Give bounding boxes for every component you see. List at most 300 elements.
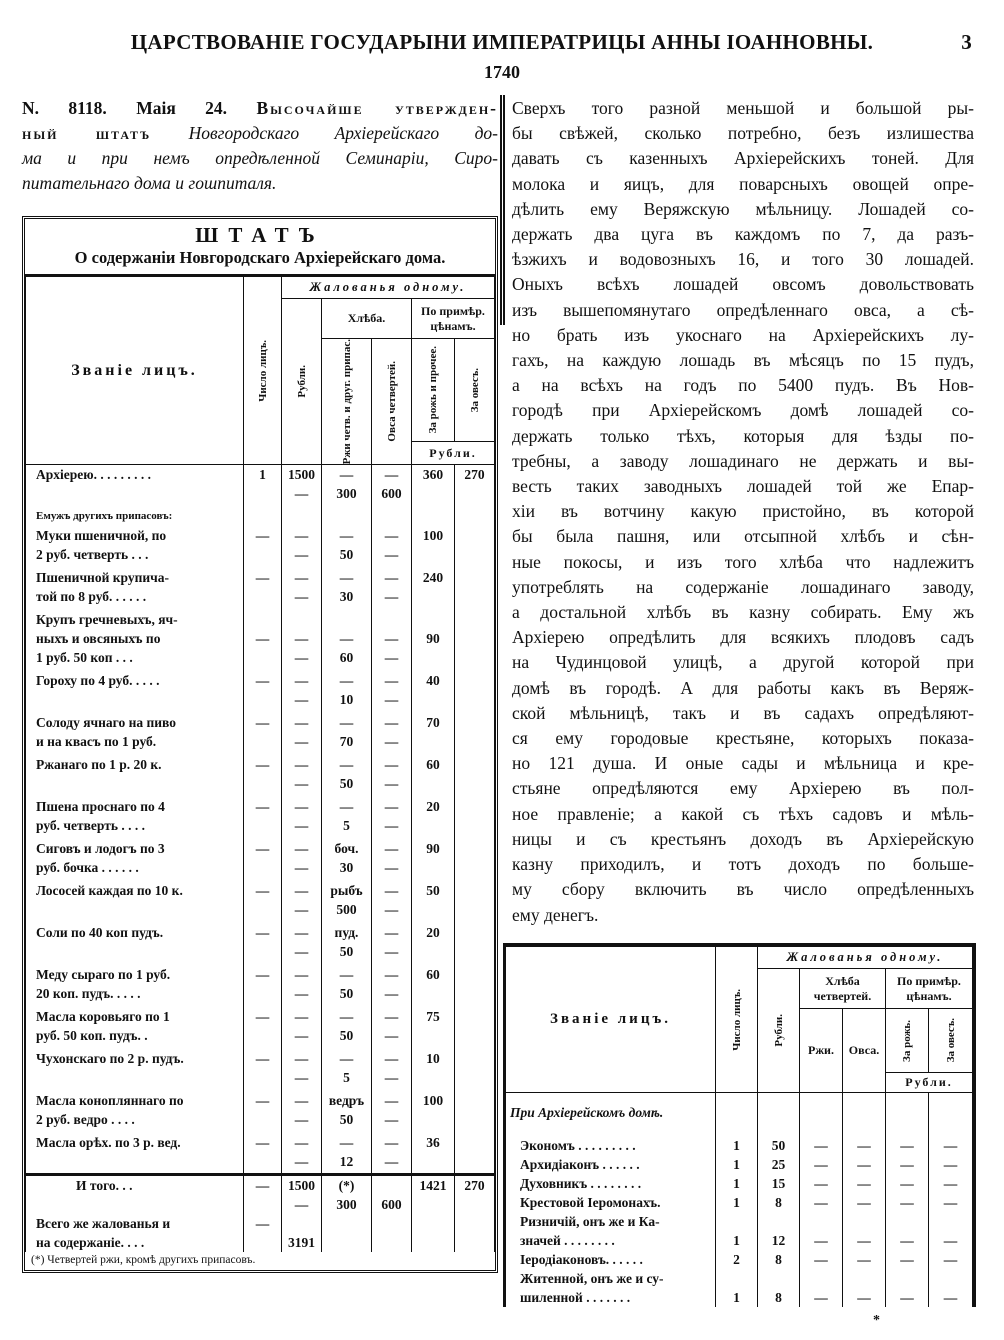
oats-cell-value: 600 <box>381 486 402 502</box>
oats-cell <box>372 1175 412 1215</box>
price-oats-cell <box>455 1175 495 1215</box>
item-name-line: Iеродiаконовъ. . . . . . <box>520 1252 643 1267</box>
price-oats-cell <box>455 965 495 1007</box>
count-cell <box>244 923 282 965</box>
item-name <box>506 1193 716 1212</box>
item-name <box>506 1212 716 1250</box>
item-name-line: Солоду ячнаго на пиво <box>36 714 176 730</box>
rub-value: 50 <box>771 1138 786 1153</box>
table-row <box>26 923 495 965</box>
rye-cell-value: 10 <box>339 691 354 707</box>
price-rye-cell-value: 50 <box>426 882 440 898</box>
oats-cell-value: — <box>384 1134 399 1150</box>
rubles-cell-value: — <box>294 588 309 604</box>
po-cell <box>929 1193 973 1212</box>
rub-value: 25 <box>771 1157 786 1172</box>
price-rye-cell <box>412 755 455 797</box>
price-rye-cell-value: 75 <box>426 1008 440 1024</box>
rye-cell-value: 60 <box>339 649 354 665</box>
count-cell <box>244 1091 282 1133</box>
oats-cell-value: — <box>384 943 399 959</box>
price-rye-cell-value: 100 <box>422 527 444 543</box>
rubles-cell-value: — <box>294 649 309 665</box>
rubles-cell <box>282 1091 322 1133</box>
rye-header <box>322 339 372 465</box>
running-header <box>0 30 1004 55</box>
rye-cell-value: 50 <box>339 775 354 791</box>
rye-cell <box>322 1049 372 1091</box>
rubles-cell <box>282 1133 322 1175</box>
table-row <box>26 797 495 839</box>
oats-cell <box>843 1136 886 1155</box>
oats-cell <box>372 839 412 881</box>
item-name-line: ныхъ и овсяныхъ по <box>36 630 161 646</box>
section-heading: Емужъ другихъ припасовъ: <box>26 507 244 526</box>
price-oats-cell-value <box>457 1133 492 1152</box>
rye-cell-value: 50 <box>339 1027 354 1043</box>
rub-value: 15 <box>771 1176 786 1191</box>
item-name <box>26 1049 244 1091</box>
text-line: ницы и съ крестьянъ доходъ въ Архiерейскую <box>512 828 974 849</box>
rubles-cell-value: — <box>294 1050 309 1066</box>
table-row <box>26 1133 495 1175</box>
count-cell <box>244 839 282 881</box>
price-oats-cell-value: 270 <box>464 1178 485 1194</box>
price-oats-cell-value <box>457 1007 492 1026</box>
price-oats-cell <box>455 568 495 610</box>
text-line: хiи въ вотчину какую пристойно, въ которой <box>512 501 974 522</box>
oats-cell <box>843 1193 886 1212</box>
item-name <box>26 881 244 923</box>
prices-header: По примѣр. цѣнамъ. <box>886 969 973 1009</box>
rye-cell-value: — <box>339 1134 354 1150</box>
rye-cell <box>322 610 372 671</box>
oats-value: — <box>857 1138 871 1153</box>
item-name <box>26 1175 244 1215</box>
item-name <box>26 568 244 610</box>
oats-cell-value: — <box>384 1069 399 1085</box>
body-text <box>512 96 974 928</box>
rubles-cell-value: — <box>294 1111 309 1127</box>
item-name-line: и на квасъ по 1 руб. <box>36 733 157 749</box>
oats-cell <box>372 568 412 610</box>
count-header <box>244 277 282 465</box>
rubles-cell-value: — <box>294 859 309 875</box>
intro-text: ный штатъ <box>22 123 189 143</box>
text-line: на Чудинцовой улицѣ, а другой которой при <box>512 652 974 673</box>
cell <box>244 507 282 526</box>
oats-cell <box>372 610 412 671</box>
rye-value: — <box>814 1290 828 1305</box>
price-oats-cell-value <box>457 839 492 858</box>
rye-value: — <box>814 1252 828 1267</box>
salary-header: Жалованья одному. <box>282 277 495 299</box>
rye-cell <box>800 1212 843 1250</box>
price-rye-cell-value: 1421 <box>419 1178 447 1194</box>
oats-value: — <box>857 1176 871 1191</box>
rye-cell-value: ведръ <box>328 1092 365 1108</box>
rubles-cell <box>282 839 322 881</box>
count-value: 1 <box>733 1195 740 1210</box>
intro-line <box>22 171 498 196</box>
rye-cell-value: 50 <box>339 985 354 1001</box>
rye-cell <box>322 923 372 965</box>
item-name-line: шиленной . . . . . . . <box>520 1290 631 1305</box>
rye-cell <box>800 1136 843 1155</box>
item-name-line: Духовникъ . . . . . . . . <box>520 1176 642 1191</box>
rub-cell <box>758 1193 800 1212</box>
rubles-cell-value: 1500 <box>288 467 315 483</box>
text-line: ѣзжихъ и водовозныхъ 16, и того 30 лошадей. <box>512 249 974 270</box>
rubles-cell <box>282 797 322 839</box>
count-cell-value: — <box>255 1178 270 1194</box>
rye-cell-value <box>324 1233 369 1252</box>
price-oats-cell-value <box>457 713 492 732</box>
count-cell-value: 1 <box>259 467 266 483</box>
rubles-cell-value: — <box>294 966 309 982</box>
oats-cell-value: — <box>384 649 399 665</box>
rye-cell-value: рыбъ <box>330 882 363 898</box>
oats-cell-value: — <box>384 817 399 833</box>
oats-cell-value: — <box>384 569 399 585</box>
text-line: а достальной хлѣбъ въ казну собирать. Ему жъ <box>512 602 974 623</box>
count-header <box>716 947 758 1093</box>
oats-cell-value: — <box>384 1111 399 1127</box>
count-cell <box>716 1269 758 1307</box>
oats-cell-value <box>374 1233 409 1252</box>
price-rye-cell <box>412 713 455 755</box>
cell <box>800 1093 843 1137</box>
price-oats-cell <box>455 1007 495 1049</box>
count-cell <box>244 1007 282 1049</box>
item-name-line: той по 8 руб. . . . . . <box>36 588 147 604</box>
rye-cell-value: 5 <box>343 817 350 833</box>
oats-cell <box>372 1133 412 1175</box>
item-name <box>26 526 244 568</box>
item-name-line: 20 коп. пудъ. . . . . <box>36 985 141 1001</box>
price-rye-cell <box>412 1214 455 1252</box>
price-oats-cell-value <box>457 1049 492 1068</box>
rye-header-text: Ржи четв. и друг. припас. <box>340 339 353 465</box>
rye-cell-value: пуд. <box>334 924 359 940</box>
oats-cell <box>372 1091 412 1133</box>
oats-cell <box>843 1155 886 1174</box>
price-rye-cell-value: 60 <box>426 756 440 772</box>
rub-value: 8 <box>775 1195 782 1210</box>
rubles-cell-value: — <box>294 733 309 749</box>
price-rye-cell <box>412 1091 455 1133</box>
item-name-line: Масла коровьяго по 1 <box>36 1008 170 1024</box>
count-value: 1 <box>733 1157 740 1172</box>
item-name-line: Ржанаго по 1 р. 20 к. <box>36 756 162 772</box>
left-column <box>22 96 498 1273</box>
count-cell <box>244 965 282 1007</box>
count-cell-value: — <box>255 569 270 585</box>
text-line: ное правленiе; а какой съ тѣхъ садовъ и мѣль- <box>512 803 974 824</box>
item-name <box>26 797 244 839</box>
count-cell <box>716 1193 758 1212</box>
for-rye-header-text: За рожь и прочее. <box>427 346 439 434</box>
rye-cell-value: 5 <box>343 1069 350 1085</box>
rye-cell <box>322 1175 372 1215</box>
rye-cell <box>322 526 372 568</box>
count-value: 1 <box>733 1290 740 1305</box>
oats-cell-value: — <box>384 859 399 875</box>
count-cell <box>716 1250 758 1269</box>
rye-value: — <box>814 1176 828 1191</box>
oats-cell-value: — <box>384 733 399 749</box>
count-cell <box>244 1049 282 1091</box>
cell <box>322 507 372 526</box>
count-cell-value: — <box>255 798 270 814</box>
rye-cell <box>322 713 372 755</box>
item-name-line: Пшена проснаго по 4 <box>36 798 165 814</box>
spacer <box>374 610 409 629</box>
rubles-cell-value: — <box>294 1197 309 1213</box>
price-oats-cell-value <box>457 671 492 690</box>
price-rye-cell <box>412 923 455 965</box>
count-cell-value: — <box>255 756 270 772</box>
rye-cell-value: — <box>339 756 354 772</box>
table-row <box>26 610 495 671</box>
text-line: но брать изъ укоснаго на Архiерейскихъ лу- <box>512 324 974 345</box>
price-oats-cell-value <box>457 568 492 587</box>
item-name <box>26 465 244 507</box>
rye-cell <box>322 1091 372 1133</box>
item-name <box>26 671 244 713</box>
item-name-line: Пшеничной крупича- <box>36 569 170 585</box>
count-cell-value: — <box>255 1092 270 1108</box>
count-cell-value: — <box>255 714 270 730</box>
count-cell-value: — <box>255 966 270 982</box>
oats-cell <box>372 1007 412 1049</box>
rye-cell-value: (*) <box>338 1178 355 1194</box>
left-table <box>25 276 495 1252</box>
oats-cell <box>843 1174 886 1193</box>
rye-cell <box>322 671 372 713</box>
rubles-cell-value: — <box>294 1092 309 1108</box>
rye-value: — <box>814 1195 828 1210</box>
intro-text: Высочайше утвержден- <box>256 98 498 118</box>
oats-value: — <box>857 1233 871 1248</box>
item-name-line: Архидiаконъ . . . . . . <box>520 1157 640 1172</box>
for-rye-header <box>412 339 455 442</box>
oats-cell <box>372 1049 412 1091</box>
right-staff-table <box>503 943 976 1307</box>
rubles-cell-value: — <box>294 882 309 898</box>
oats-cell <box>372 797 412 839</box>
price-rye-cell-value: 90 <box>426 840 440 856</box>
count-cell-value: — <box>255 924 270 940</box>
po-cell <box>929 1155 973 1174</box>
spacer <box>414 610 452 629</box>
spacer <box>284 610 319 629</box>
rubles-cell-value: — <box>294 924 309 940</box>
text-line: ся ему городовые крестьяне, которыхъ показа- <box>512 728 974 749</box>
rubles-cell-value: — <box>294 569 309 585</box>
rubles-cell-value: — <box>294 840 309 856</box>
rye-cell-value: — <box>339 798 354 814</box>
item-name <box>506 1174 716 1193</box>
price-oats-cell-value <box>457 965 492 984</box>
count-cell-value: — <box>255 1008 270 1024</box>
item-name-line: значей . . . . . . . . <box>520 1233 615 1248</box>
rye-cell <box>800 1250 843 1269</box>
count-cell <box>244 610 282 671</box>
for-oats-header <box>929 1009 973 1073</box>
rub-cell <box>758 1136 800 1155</box>
item-name-line: И того. . . <box>76 1178 133 1194</box>
decree-number: N. 8118. Маiя 24. <box>22 98 257 118</box>
rubles-cell-value: — <box>294 1134 309 1150</box>
price-oats-cell-value <box>457 923 492 942</box>
rye-header: Ржи. <box>800 1009 843 1093</box>
price-rye-cell <box>412 797 455 839</box>
intro-line <box>22 146 498 171</box>
pr-cell <box>886 1212 929 1250</box>
price-oats-cell <box>455 797 495 839</box>
table-row <box>506 1155 973 1174</box>
rubles-header <box>758 969 800 1093</box>
grain-header: Хлѣба. <box>322 299 412 339</box>
column-divider <box>500 95 505 325</box>
section-heading: При Архiерейскомъ домѣ. <box>506 1093 716 1137</box>
text-line: му сбору включить въ число опредѣленныхъ <box>512 879 974 900</box>
table-row <box>26 568 495 610</box>
price-oats-cell-value: 270 <box>464 467 485 483</box>
price-rye-cell <box>412 1133 455 1175</box>
price-oats-cell-value <box>457 1214 492 1233</box>
rye-cell <box>322 839 372 881</box>
po-value: — <box>943 1252 958 1267</box>
rubles-cell-value: — <box>294 691 309 707</box>
rye-cell-value: 300 <box>336 486 357 502</box>
oats-cell <box>843 1212 886 1250</box>
oats-value: — <box>857 1157 871 1172</box>
rubles-cell <box>282 1007 322 1049</box>
price-rye-cell <box>412 1007 455 1049</box>
price-oats-cell-value <box>457 526 492 545</box>
item-name <box>26 839 244 881</box>
rye-cell-value: боч. <box>334 840 359 856</box>
cell <box>372 507 412 526</box>
price-rye-cell-value: 60 <box>426 966 440 982</box>
item-name <box>26 965 244 1007</box>
pr-cell <box>886 1250 929 1269</box>
rubles-cell-value: — <box>294 901 309 917</box>
po-value: — <box>943 1195 958 1210</box>
item-name-line: Муки пшеничной, по <box>36 527 167 543</box>
item-name-line: Гороху по 4 руб. . . . . <box>36 672 160 688</box>
oats-cell <box>372 526 412 568</box>
price-rye-cell <box>412 610 455 671</box>
rub-cell <box>758 1212 800 1250</box>
item-name-line: Лососей каждая по 10 к. <box>36 882 183 898</box>
oats-cell <box>372 465 412 507</box>
rubles-cell <box>282 526 322 568</box>
for-oats-header <box>455 339 495 442</box>
table-subtitle: О содержанiи Новгородскаго Архiерейскаго дома. <box>74 248 446 267</box>
rye-cell-value <box>324 1214 369 1233</box>
po-cell <box>929 1250 973 1269</box>
price-oats-cell <box>455 1091 495 1133</box>
oats-cell <box>372 671 412 713</box>
text-line: ской мѣльницѣ, такъ и въ садахъ опредѣляют- <box>512 702 974 723</box>
table-row <box>26 881 495 923</box>
rubles-cell-value: — <box>294 756 309 772</box>
table-row <box>506 1269 973 1307</box>
price-oats-cell-value <box>457 629 492 648</box>
rye-value: — <box>814 1157 828 1172</box>
item-name <box>506 1136 716 1155</box>
price-oats-cell <box>455 465 495 507</box>
rye-cell <box>322 568 372 610</box>
item-name-line: на содержанiе. . . . <box>36 1235 145 1251</box>
price-rye-cell <box>412 526 455 568</box>
count-cell <box>244 465 282 507</box>
rubles-cell-value: 1500 <box>288 1178 315 1194</box>
text-line: держать два цуга въ каждомъ по 7, да разъ- <box>512 224 974 245</box>
rye-cell-value: 50 <box>339 546 354 562</box>
text-line: казну приходилъ, и тотъ доходъ по большe- <box>512 854 974 875</box>
price-rye-cell-value: 70 <box>426 714 440 730</box>
oats-cell-value: — <box>384 985 399 1001</box>
text-line: давать съ казенныхъ Архiерейскихъ тоней. Для <box>512 148 974 169</box>
text-line: бы была пашня, или отсыпной хлѣбъ и сѣн- <box>512 526 974 547</box>
oats-cell-value: — <box>384 546 399 562</box>
count-cell-value: — <box>255 840 270 856</box>
rubles-cell-value: — <box>294 672 309 688</box>
po-value: — <box>943 1157 958 1172</box>
oats-cell-value: — <box>384 1050 399 1066</box>
rubles-cell-value: — <box>294 1027 309 1043</box>
item-name <box>26 1091 244 1133</box>
po-value: — <box>943 1176 958 1191</box>
rubles-cell-value <box>284 1214 319 1233</box>
count-cell <box>244 797 282 839</box>
item-name-line: Соли по 40 коп пудъ. <box>36 924 164 940</box>
page-number: 3 <box>961 30 972 54</box>
rye-cell-value: — <box>339 1008 354 1024</box>
cell <box>412 507 455 526</box>
text-line: требны, а заводу лошадинаго не держать и вы- <box>512 450 974 471</box>
rye-cell-value: 70 <box>339 733 354 749</box>
table-row <box>506 1174 973 1193</box>
rubles-cell <box>282 1049 322 1091</box>
pr-cell <box>886 1155 929 1174</box>
rubles-cell <box>282 671 322 713</box>
pr-value: — <box>900 1195 914 1210</box>
text-line: стьяне опредѣляются ему Архiерею въ пол- <box>512 778 974 799</box>
oats-cell <box>372 1214 412 1252</box>
text-line: держать только тѣхъ, которыя для ѣзды по- <box>512 425 974 446</box>
count-cell-value: — <box>255 672 270 688</box>
oats-cell-value <box>374 1214 409 1233</box>
right-column <box>512 96 974 928</box>
oats-header <box>372 339 412 465</box>
rye-cell-value: — <box>339 630 354 646</box>
price-oats-cell <box>455 839 495 881</box>
intro-text: ма и при немъ опредѣленной Семинарiи, Сиро- <box>22 148 498 168</box>
rye-cell <box>322 1007 372 1049</box>
rub-cell <box>758 1174 800 1193</box>
po-cell <box>929 1136 973 1155</box>
cell <box>758 1093 800 1137</box>
table-row <box>26 839 495 881</box>
rubles-cell-value: — <box>294 1153 309 1169</box>
rubles-cell <box>282 965 322 1007</box>
rye-cell <box>322 755 372 797</box>
